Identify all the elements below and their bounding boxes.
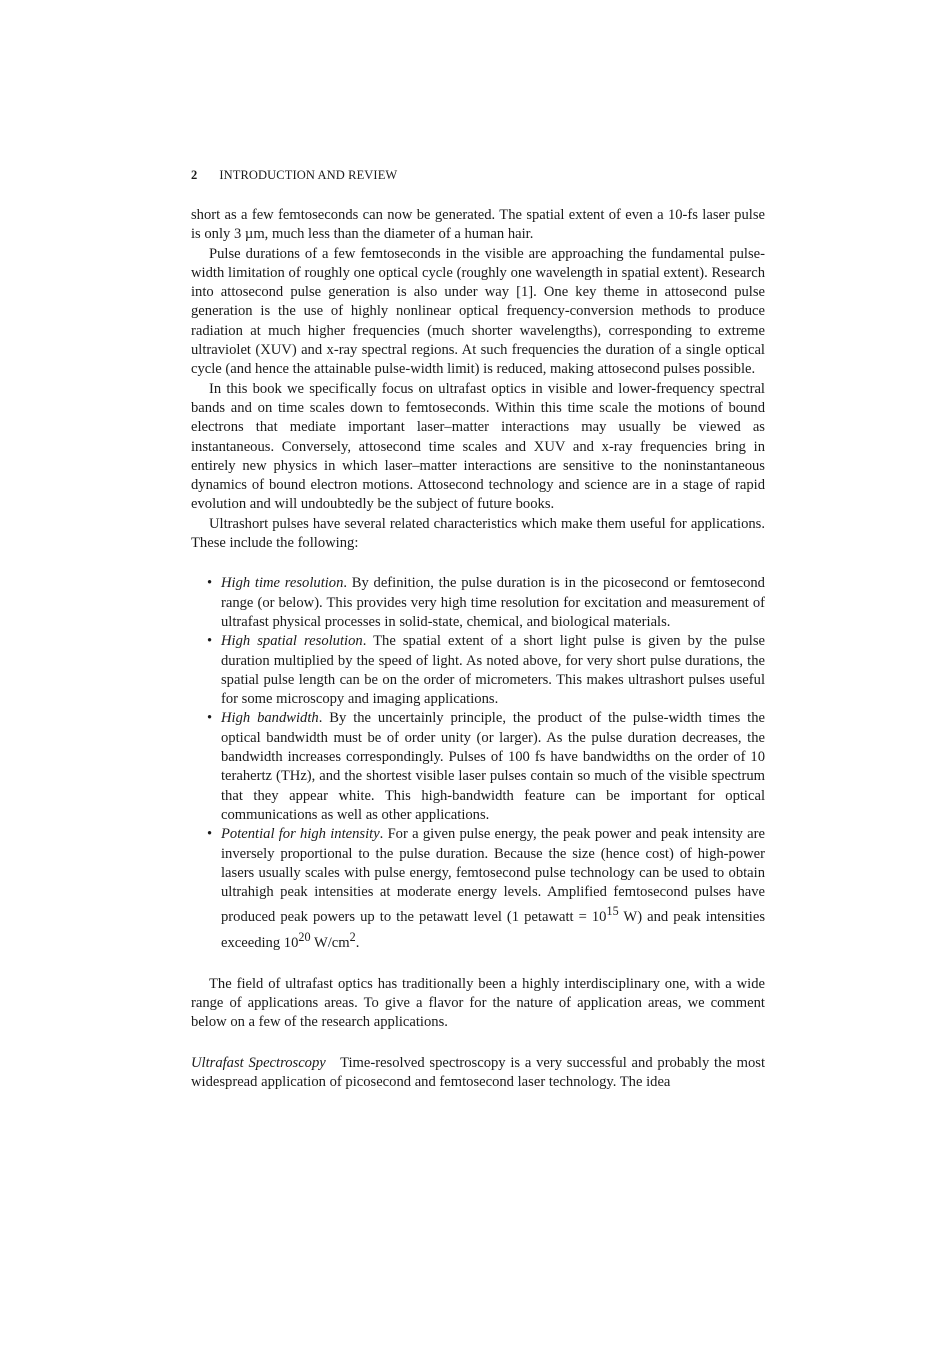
list-item [191, 825, 765, 953]
list-item-title: High bandwidth [221, 710, 319, 727]
list-item-title: High time resolution [221, 575, 344, 592]
exponent: 20 [298, 929, 311, 944]
bullet-icon: • [207, 633, 213, 650]
list-item-title: High spatial resolution [221, 633, 363, 650]
list-item-text: W/cm [310, 934, 350, 951]
paragraph: The field of ultrafast optics has traditionally been a highly interdisciplinary one, with a wide range of applications areas. To give a flavor for the nature of application areas, we comment below on a few of the research applications. [191, 975, 765, 1031]
bullet-icon: • [207, 710, 213, 727]
list-item-text: . By definition, the pulse duration is in the picosecond or femtosecond range (or below). This provides very high time resolution for excitation and measurement of ultrafast physical processes in solid-state, chemical, and biological materials. [221, 575, 765, 630]
list-item-text: . [355, 934, 360, 951]
exponent: 2 [349, 929, 356, 944]
paragraph-continued: short as a few femtoseconds can now be generated. The spatial extent of even a 10-fs laser pulse is only 3 µm, much less than the diameter of a human hair. [191, 207, 765, 243]
list-item-text: . The spatial extent of a short light pulse is given by the pulse duration multiplied by the speed of light. As noted above, for very short pulse durations, the spatial pulse length can be on the order of micrometers. This makes ultrashort pulses useful for some microscopy and imaging applications. [221, 633, 765, 708]
running-title: INTRODUCTION AND REVIEW [219, 168, 398, 182]
paragraph: Ultrashort pulses have several related characteristics which make them useful for applications. These include the following: [191, 515, 765, 552]
list-item-text: W) and peak intensities exceeding 10 [221, 909, 765, 951]
section-text: Time-resolved spectroscopy is a very successful and probably the most widespread application of picosecond and femtosecond laser technology. The idea [191, 1054, 766, 1090]
bullet-icon: • [207, 575, 213, 592]
body-text [191, 206, 765, 1092]
list-item [191, 632, 765, 709]
list-item-title: Potential for high intensity [221, 826, 380, 843]
exponent: 15 [606, 904, 619, 919]
section-paragraph [191, 1054, 765, 1093]
running-header [191, 168, 397, 183]
bullet-icon: • [207, 826, 213, 843]
section-title: Ultrafast Spectroscopy [191, 1054, 326, 1071]
list-item [191, 574, 765, 632]
list-item-text: . By the uncertainly principle, the product of the pulse-width times the optical bandwidth must be of order unity (or larger). As the pulse duration decreases, the bandwidth increases correspondingly. Pulses of 100 fs have bandwidths on the order of 10 terahertz (THz), and the shortest visible laser pulses contain so much of the visible spectrum that they appear white. This high-bandwidth feature can be important for optical communications as well as other applications. [221, 710, 765, 823]
list-item-text: . For a given pulse energy, the peak power and peak intensity are inversely proportional to the pulse duration. Because the size (hence cost) of high-power lasers usually scales with pulse energy, femtosecond pulse technology can be used to obtain ultrahigh peak intensities at moderate energy levels. Amplified femtosecond pulses have produced peak powers up to the petawatt level (1 petawatt = 10 [221, 826, 765, 926]
page-number: 2 [191, 168, 198, 182]
paragraph: In this book we specifically focus on ultrafast optics in visible and lower-frequency spectral bands and on time scales down to femtoseconds. Within this time scale the motions of bound electrons that mediate important laser–matter interactions may usually be viewed as instantaneous. Conversely, attosecond time scales and XUV and x-ray frequencies bring in entirely new physics in which laser–matter interactions are sensitive to the noninstantaneous dynamics of bound electron motions. Attosecond technology and science are in a stage of rapid evolution and will undoubtedly be the subject of future books. [191, 380, 765, 513]
paragraph: Pulse durations of a few femtoseconds in the visible are approaching the fundamental pulse-width limitation of roughly one optical cycle (roughly one wavelength in spatial extent). Research into attosecond pulse generation is also under way [1]. One key theme in attosecond pulse generation is the use of highly nonlinear optical frequency-conversion methods to produce radiation at much higher frequencies (much shorter wavelengths), corresponding to extreme ultraviolet (XUV) and x-ray spectral regions. At such frequencies the duration of a single optical cycle (and hence the attainable pulse-width limit) is reduced, making attosecond pulses possible. [191, 245, 765, 378]
characteristics-list [191, 574, 765, 952]
list-item [191, 709, 765, 825]
